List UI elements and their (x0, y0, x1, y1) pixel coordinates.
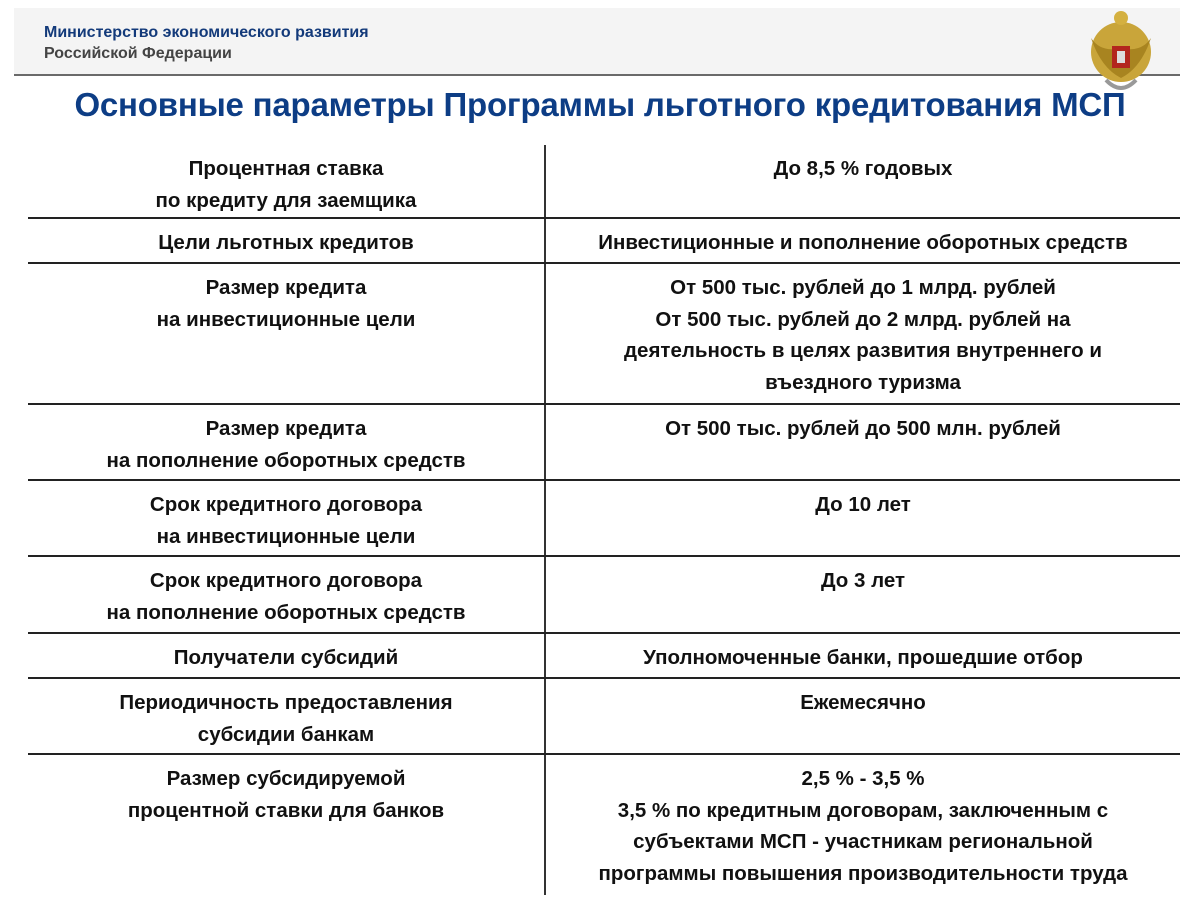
parameter-cell-line: Срок кредитного договора (149, 569, 423, 592)
value-cell-line: От 500 тыс. рублей до 1 млрд. рублей (670, 276, 1056, 299)
parameter-cell (28, 763, 544, 826)
parameter-cell (28, 272, 544, 335)
value-cell-line: До 10 лет (815, 493, 911, 516)
parameter-cell-line: Размер кредита (205, 417, 367, 440)
parameter-cell (28, 565, 544, 628)
value-cell (546, 489, 1180, 521)
table-row (28, 481, 1180, 557)
parameter-cell-line: Срок кредитного договора (149, 493, 423, 516)
value-cell (546, 227, 1180, 259)
table-row (28, 405, 1180, 481)
parameter-cell (28, 489, 544, 552)
parameter-cell-line: Размер субсидируемой (166, 767, 406, 790)
value-cell (546, 642, 1180, 674)
table-row (28, 679, 1180, 755)
page-title: Основные параметры Программы льготного кредитования МСП (74, 86, 1126, 123)
value-cell (546, 687, 1180, 719)
value-cell-line: Уполномоченные банки, прошедшие отбор (643, 646, 1083, 669)
parameter-cell-line: на инвестиционные цели (156, 524, 416, 548)
ministry-name: Министерство экономического развития (44, 24, 369, 41)
parameter-cell-line: Получатели субсидий (173, 646, 399, 669)
parameter-cell-line: субсидии банкам (197, 722, 375, 746)
table-row (28, 557, 1180, 634)
value-cell-line: 3,5 % по кредитным договорам, заключенным с (617, 798, 1109, 822)
value-cell-line: въездного туризма (765, 370, 961, 394)
value-cell (546, 153, 1180, 185)
parameter-cell (28, 687, 544, 750)
value-cell-line: До 3 лет (820, 569, 906, 592)
value-cell (546, 763, 1180, 889)
value-cell-line: Инвестиционные и пополнение оборотных средств (598, 231, 1128, 254)
parameter-cell-line: Размер кредита (205, 276, 367, 299)
parameter-cell-line: Цели льготных кредитов (158, 231, 414, 254)
parameter-cell (28, 642, 544, 674)
table-row (28, 755, 1180, 898)
header-band (14, 8, 1180, 76)
value-cell-line: деятельность в целях развития внутреннего и (624, 339, 1102, 362)
table-row (28, 219, 1180, 264)
parameter-cell (28, 413, 544, 476)
parameter-cell-line: по кредиту для заемщика (155, 188, 417, 212)
table-row (28, 145, 1180, 219)
parameter-cell-line: на инвестиционные цели (156, 307, 416, 331)
value-cell-line: субъектами МСП - участникам региональной (633, 830, 1093, 853)
value-cell-line: От 500 тыс. рублей до 2 млрд. рублей на (655, 307, 1071, 331)
value-cell (546, 565, 1180, 597)
parameter-cell (28, 153, 544, 216)
parameter-cell-line: на пополнение оборотных средств (106, 448, 466, 472)
ministry-name-line2: Российской Федерации (44, 45, 232, 62)
parameter-cell-line: Процентная ставка (188, 157, 384, 180)
value-cell-line: Ежемесячно (800, 691, 926, 714)
parameter-cell-line: процентной ставки для банков (127, 798, 445, 822)
value-cell-line: программы повышения производительности труда (598, 861, 1128, 885)
value-cell (546, 272, 1180, 398)
value-cell-line: 2,5 % - 3,5 % (801, 767, 925, 790)
coat-of-arms-icon (1086, 8, 1156, 96)
table-row (28, 264, 1180, 405)
parameter-cell-line: на пополнение оборотных средств (106, 600, 466, 624)
value-cell-line: До 8,5 % годовых (773, 157, 953, 180)
table-row (28, 634, 1180, 679)
parameter-cell (28, 227, 544, 259)
value-cell-line: От 500 тыс. рублей до 500 млн. рублей (665, 417, 1061, 440)
value-cell (546, 413, 1180, 445)
parameter-cell-line: Периодичность предоставления (119, 691, 453, 714)
